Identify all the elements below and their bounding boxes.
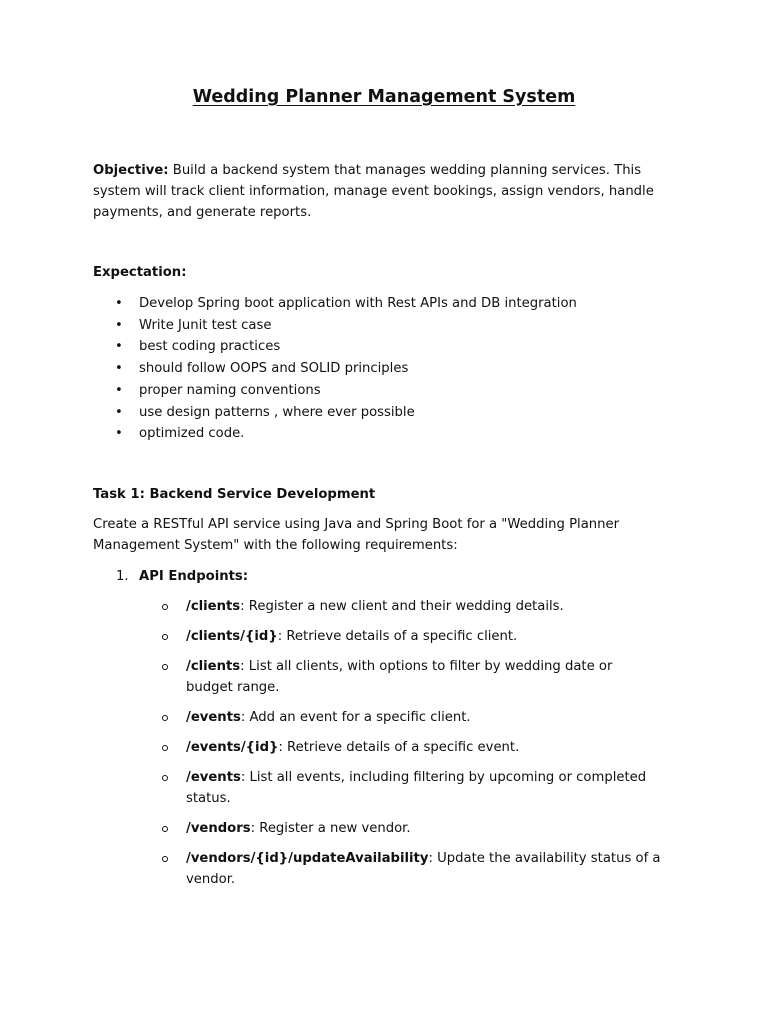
list-number: 1.: [116, 569, 129, 584]
bullet-icon: •: [115, 317, 123, 333]
list-item: • best coding practices: [93, 336, 673, 358]
endpoint-item: [162, 626, 662, 647]
endpoint-desc: : Register a new vendor.: [250, 821, 411, 836]
circle-bullet-icon: [162, 604, 168, 610]
endpoint-path: /clients/{id}: [186, 629, 278, 644]
circle-bullet-icon: [162, 715, 168, 721]
circle-bullet-icon: [162, 775, 168, 781]
objective-paragraph: [93, 160, 673, 223]
circle-bullet-icon: [162, 745, 168, 751]
bullet-icon: •: [115, 404, 123, 420]
bullet-icon: •: [115, 296, 123, 311]
bullet-icon: •: [115, 382, 123, 398]
endpoint-desc: : List all events, including filtering by upcoming or completed status.: [186, 770, 647, 806]
objective-text: Build a backend system that manages wedding planning services. This system will track client information, manage event bookings, assign vendors, handle payments, and generate reports.: [93, 163, 654, 220]
list-item: • should follow OOPS and SOLID principles: [93, 358, 673, 380]
endpoint-item: [162, 848, 662, 890]
task1-description: Create a RESTful API service using Java and Spring Boot for a "Wedding Planner Management System" with the following requirements:: [93, 517, 620, 553]
endpoint-item: [162, 596, 662, 617]
page-title: Wedding Planner Management System: [192, 87, 576, 107]
list-item: • Write Junit test case: [93, 315, 673, 337]
circle-bullet-icon: [162, 826, 168, 832]
endpoint-desc: : List all clients, with options to filter by wedding date or budget range.: [186, 659, 613, 695]
endpoint-path: /events/{id}: [186, 740, 279, 755]
bullet-icon: •: [115, 339, 123, 355]
list-item: • use design patterns , where ever possible: [93, 402, 673, 424]
endpoint-path: /vendors/{id}/updateAvailability: [186, 851, 429, 866]
bullet-icon: •: [115, 426, 123, 442]
endpoint-item: [162, 707, 662, 728]
endpoint-desc: : Register a new client and their wedding details.: [240, 599, 564, 614]
endpoint-item: [162, 656, 662, 698]
list-item: • optimized code.: [93, 423, 673, 445]
endpoint-path: /events: [186, 710, 241, 725]
endpoint-desc: : Update the availability status of a vendor.: [186, 851, 661, 887]
endpoint-path: /clients: [186, 659, 241, 674]
list-label: API Endpoints:: [139, 569, 249, 584]
objective-label: Objective:: [93, 163, 169, 178]
task1-heading: Task 1: Backend Service Development: [93, 487, 376, 502]
list-item: • proper naming conventions: [93, 380, 673, 402]
endpoint-desc: : Retrieve details of a specific client.: [277, 629, 518, 644]
endpoint-item: [162, 737, 662, 758]
endpoint-item: [162, 818, 662, 839]
endpoint-desc: : Retrieve details of a specific event.: [278, 740, 520, 755]
expectation-heading: Expectation:: [93, 265, 187, 280]
expectation-list: [93, 293, 673, 445]
bullet-icon: •: [115, 361, 123, 377]
circle-bullet-icon: [162, 634, 168, 640]
endpoint-path: /vendors: [186, 821, 251, 836]
list-item: • Develop Spring boot application with Rest APIs and DB integration: [93, 293, 673, 315]
endpoint-item: [162, 767, 662, 809]
circle-bullet-icon: [162, 856, 168, 862]
circle-bullet-icon: [162, 664, 168, 670]
endpoint-path: /events: [186, 770, 241, 785]
api-endpoints-heading: [116, 566, 248, 587]
endpoint-desc: : Add an event for a specific client.: [240, 710, 471, 725]
endpoint-path: /clients: [186, 599, 241, 614]
endpoint-list: [162, 596, 662, 899]
